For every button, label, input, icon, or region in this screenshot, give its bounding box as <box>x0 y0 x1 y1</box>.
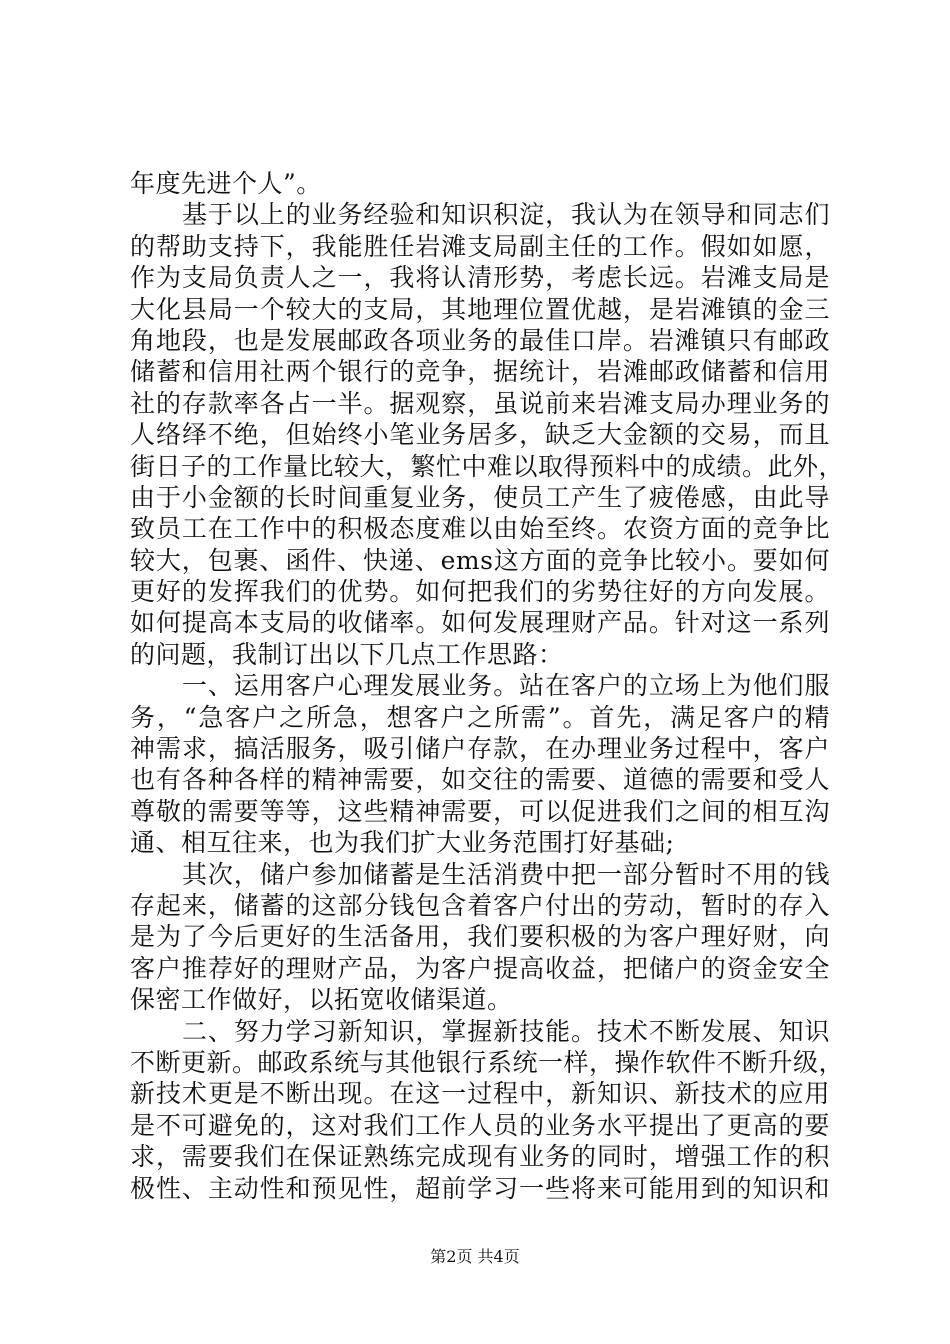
text-line: 不断更新。邮政系统与其他银行系统一样，操作软件不断升级， <box>130 1047 845 1077</box>
paragraph-first-line: 其次，储户参加储蓄是生活消费中把一部分暂时不用的钱 <box>182 859 830 889</box>
text-line: 人络绎不绝，但始终小笔业务居多，缺乏大金额的交易，而且 <box>130 420 830 450</box>
paragraph-first-line: 基于以上的业务经验和知识积淀，我认为在领导和同志们 <box>182 200 830 230</box>
text-line: 如何提高本支局的收储率。如何发展理财产品。针对这一系列 <box>130 608 830 638</box>
text-line: 保密工作做好，以拓宽收储渠道。 <box>130 985 513 1015</box>
paragraph-first-line: 一、运用客户心理发展业务。站在客户的立场上为他们服 <box>182 671 830 701</box>
text-line: 是为了今后更好的生活备用，我们要积极的为客户理好财，向 <box>130 922 830 952</box>
text-line: 致员工在工作中的积极态度难以由始至终。农资方面的竞争比 <box>130 514 830 544</box>
text-line: 也有各种各样的精神需要，如交往的需要、道德的需要和受人 <box>130 765 830 795</box>
text-line: 存起来，储蓄的这部分钱包含着客户付出的劳动，暂时的存入 <box>130 890 830 920</box>
text-line: 的问题，我制订出以下几点工作思路： <box>130 639 564 669</box>
text-line: 街日子的工作量比较大，繁忙中难以取得预料中的成绩。此外， <box>130 451 845 481</box>
text-line: 通、相互往来，也为我们扩大业务范围打好基础; <box>130 828 675 858</box>
page-number-footer: 第2页 共4页 <box>430 1247 520 1266</box>
text-line: 作为支局负责人之一，我将认清形势，考虑长远。岩滩支局是 <box>130 263 830 293</box>
body-text <box>130 168 845 1204</box>
text-line: 神需求，搞活服务，吸引储户存款，在办理业务过程中，客户 <box>130 734 830 764</box>
text-line: 角地段，也是发展邮政各项业务的最佳口岸。岩滩镇只有邮政 <box>130 325 830 355</box>
text-line: 大化县局一个较大的支局，其地理位置优越，是岩滩镇的金三 <box>130 294 830 324</box>
text-line: 储蓄和信用社两个银行的竞争，据统计，岩滩邮政储蓄和信用 <box>130 357 830 387</box>
text-line: 求，需要我们在保证熟练完成现有业务的同时，增强工作的积 <box>130 1142 830 1172</box>
text-line: 客户推荐好的理财产品，为客户提高收益，把储户的资金安全 <box>130 953 830 983</box>
text-line: 极性、主动性和预见性，超前学习一些将来可能用到的知识和 <box>130 1173 830 1203</box>
paragraph-first-line: 二、努力学习新知识，掌握新技能。技术不断发展、知识 <box>182 1016 830 1046</box>
text-line: 新技术更是不断出现。在这一过程中，新知识、新技术的应用 <box>130 1079 830 1109</box>
text-line: 的帮助支持下，我能胜任岩滩支局副主任的工作。假如如愿， <box>130 231 830 261</box>
text-line: 是不可避免的，这对我们工作人员的业务水平提出了更高的要 <box>130 1110 830 1140</box>
text-line: 社的存款率各占一半。据观察，虽说前来岩滩支局办理业务的 <box>130 388 830 418</box>
text-line: 年度先进个人”。 <box>130 169 322 198</box>
text-line: 较大，包裹、函件、快递、ems这方面的竞争比较小。要如何 <box>130 545 830 575</box>
text-line: 更好的发挥我们的优势。如何把我们的劣势往好的方向发展。 <box>130 577 830 607</box>
text-line: 由于小金额的长时间重复业务，使员工产生了疲倦感，由此导 <box>130 482 830 512</box>
text-line: 务，“急客户之所急，想客户之所需”。首先，满足客户的精 <box>130 702 830 732</box>
text-line: 尊敬的需要等等，这些精神需要，可以促进我们之间的相互沟 <box>130 796 830 826</box>
